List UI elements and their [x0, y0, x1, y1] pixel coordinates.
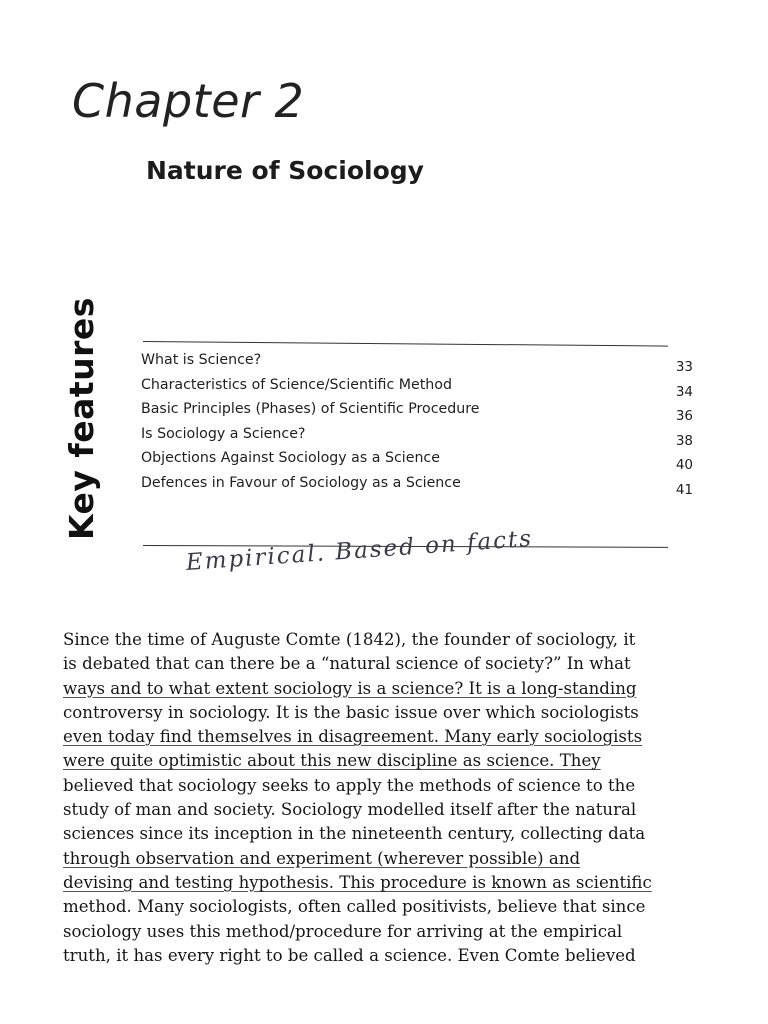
- toc-item-text: Basic Principles (Phases) of Scientific Procedure: [141, 401, 480, 417]
- body-line: sciences since its inception in the nineteenth century, collecting data: [63, 824, 646, 844]
- body-line: ways and to what extent sociology is a science? It is a long-standing: [63, 678, 637, 698]
- toc-item: [141, 426, 693, 451]
- toc-item-text: Characteristics of Science/Scientific Method: [141, 376, 452, 393]
- body-line: through observation and experiment (wherever possible) and: [63, 848, 581, 868]
- body-line: is debated that can there be a “natural science of society?” In what: [63, 654, 631, 674]
- toc-item-text: What is Science?: [141, 352, 262, 368]
- body-line: sociology uses this method/procedure for arriving at the empirical: [63, 921, 623, 941]
- toc-item: [141, 450, 693, 475]
- toc-item-page: 41: [675, 481, 693, 498]
- body-line: Since the time of Auguste Comte (1842), the founder of sociology, it: [63, 630, 636, 649]
- key-features-list: [141, 352, 693, 499]
- body-paragraph: [63, 628, 703, 968]
- toc-item: [141, 401, 693, 426]
- body-line: even today find themselves in disagreement. Many early sociologists: [63, 727, 643, 747]
- body-line: believed that sociology seeks to apply the methods of science to the: [63, 775, 636, 795]
- handwritten-annotation: Empirical. Based on facts: [185, 525, 534, 576]
- chapter-title: Nature of Sociology: [146, 156, 424, 185]
- toc-item: [141, 377, 693, 402]
- body-line: study of man and society. Sociology modelled itself after the natural: [63, 800, 637, 820]
- key-features-label: Key features: [62, 297, 101, 540]
- toc-item: [141, 352, 693, 377]
- body-line: devising and testing hypothesis. This procedure is known as scientific: [63, 872, 652, 892]
- chapter-number: Chapter 2: [72, 74, 305, 128]
- toc-top-rule: [143, 341, 668, 347]
- toc-item-page: 33: [675, 359, 693, 375]
- toc-item: [141, 475, 693, 500]
- toc-item-text: Objections Against Sociology as a Science: [141, 450, 440, 466]
- body-line: truth, it has every right to be called a science. Even Comte believed: [63, 945, 636, 965]
- body-line: controversy in sociology. It is the basic issue over which sociologists: [63, 702, 639, 722]
- body-line: were quite optimistic about this new discipline as science. They: [63, 751, 601, 771]
- toc-item-text: Defences in Favour of Sociology as a Science: [141, 474, 461, 491]
- toc-item-page: 34: [675, 383, 693, 400]
- body-line: method. Many sociologists, often called positivists, believe that since: [63, 897, 646, 917]
- toc-item-page: 40: [675, 457, 693, 473]
- toc-item-page: 38: [675, 432, 693, 449]
- toc-item-text: Is Sociology a Science?: [141, 425, 306, 442]
- toc-item-page: 36: [675, 408, 693, 424]
